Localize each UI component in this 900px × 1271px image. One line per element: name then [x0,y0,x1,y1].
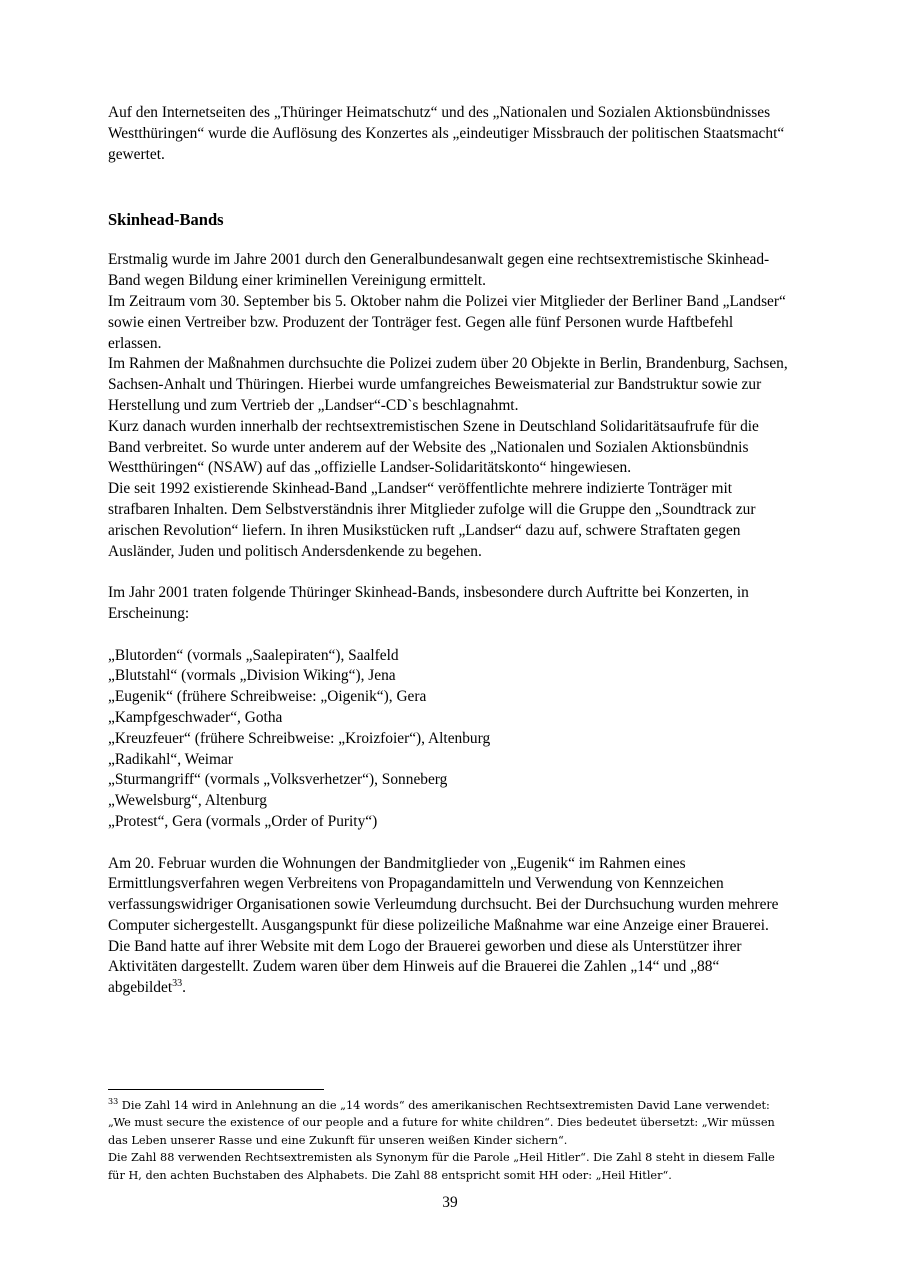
paragraph-search-eugenik: Am 20. Februar wurden die Wohnungen der Bandmitglieder von „Eugenik“ im Rahmen eines Ermittlungsverfahren wegen Verbreitens von Propagandamitteln und Verwendung von Kennzeichen verfassungswidriger Organisationen sowie Verleumdung durchsucht. Bei der Durchsuchung wurden mehrere Computer sichergestellt. Ausgangspunkt für diese polizeiliche Maßnahme war eine Anzeige einer Brauerei. [108,854,779,934]
band-list [108,646,788,833]
footnote-number: 33 [108,1097,119,1107]
brewery-text: Die Band hatte auf ihrer Website mit dem Logo der Brauerei geworben und diese als Unterstützer ihrer Aktivitäten dargestellt. Zudem waren über dem Hinweis auf die Brauerei die Zahlen „14“ und „88“ abgebildet [108,937,742,997]
section-heading: Skinhead-Bands [108,210,224,230]
footnote [108,1097,778,1184]
paragraph-landser: Die seit 1992 existierende Skinhead-Band „Landser“ veröffentlichte mehrere indizierte Tonträger mit strafbaren Inhalten. Dem Selbstverständnis ihrer Mitglieder zufolge will die Gruppe den „Soundtrack zur arischen Revolution“ liefern. In ihren Musikstücken ruft „Landser“ dazu auf, schwere Straftaten gegen Ausländer, Juden und politisch Andersdenkende zu begehen. [108,480,756,560]
list-item: „Sturmangriff“ (vormals „Volksverhetzer“), Sonneberg [108,771,448,789]
list-item: „Kampfgeschwader“, Gotha [108,708,283,726]
paragraph-investigation: Erstmalig wurde im Jahre 2001 durch den Generalbundesanwalt gegen eine rechtsextremistische Skinhead-Band wegen Bildung einer kriminellen Vereinigung ermittelt. [108,251,770,290]
list-item: „Protest“, Gera (vormals „Order of Purity“) [108,812,378,830]
list-item: „Kreuzfeuer“ (frühere Schreibweise: „Kroizfoier“), Altenburg [108,729,491,747]
list-item: „Blutorden“ (vormals „Saalepiraten“), Saalfeld [108,646,399,664]
footnote-divider [108,1089,324,1090]
footnote-reference[interactable]: 33 [172,978,183,990]
paragraph-arrests: Im Zeitraum vom 30. September bis 5. Oktober nahm die Polizei vier Mitglieder der Berliner Band „Landser“ sowie einen Vertreiber bzw. Produzent der Tonträger fest. Gegen alle fünf Personen wurde Haftbefehl erlassen. [108,292,786,352]
paragraph-brewery: Die Band hatte auf ihrer Website mit dem Logo der Brauerei geworben und diese als Unterstützer ihrer Aktivitäten dargestellt. Zudem waren über dem Hinweis auf die Brauerei die Zahlen „14“ und „88“ abgebildet$^{33}$. [108,937,742,997]
list-item: „Wewelsburg“, Altenburg [108,792,267,810]
list-item: „Radikahl“, Weimar [108,750,233,768]
page-body [108,103,788,999]
list-item: „Eugenik“ (frühere Schreibweise: „Oigenik“), Gera [108,688,427,706]
intro-paragraph: Auf den Internetseiten des „Thüringer Heimatschutz“ und des „Nationalen und Sozialen Aktionsbündnisses Westthüringen“ wurde die Auflösung des Konzertes als „eindeutiger Missbrauch der politischen Staatsmacht“ gewertet. [108,104,785,163]
list-item: „Blutstahl“ (vormals „Division Wiking“), Jena [108,667,396,685]
footnote-14: $^{33}$ Die Zahl 14 wird in Anlehnung an die „14 words“ des amerikanischen Rechtsextremisten David Lane verwendet: „We must secure the existence of our people and a future for white children“. Dies bedeutet übersetzt: „Wir müssen das Leben unserer Rasse und eine Zukunft für unseren weißen Kinder sichern“. [108,1097,775,1147]
bands-intro: Im Jahr 2001 traten folgende Thüringer Skinhead-Bands, insbesondere durch Auftritte bei Konzerten, in Erscheinung: [108,584,749,622]
paragraph-solidarity: Kurz danach wurden innerhalb der rechtsextremistischen Szene in Deutschland Solidaritätsaufrufe für die Band verbreitet. So wurde unter anderem auf der Website des „Nationalen und Sozialen Aktionsbündnis Westthüringen“ (NSAW) auf das „offizielle Landser-Solidaritätskonto“ hingewiesen. [108,417,759,477]
page-number: 39 [442,1194,458,1211]
paragraph-searches: Im Rahmen der Maßnahmen durchsuchte die Polizei zudem über 20 Objekte in Berlin, Brandenburg, Sachsen, Sachsen-Anhalt und Thüringen. Hierbei wurde umfangreiches Beweismaterial zur Bandstruktur sowie zur Herstellung und zum Vertrieb der „Landser“-CD`s beschlagnahmt. [108,355,788,414]
footnote-88: Die Zahl 88 verwenden Rechtsextremisten als Synonym für die Parole „Heil Hitler“. Die Zahl 8 steht in diesem Falle für H, den achten Buchstaben des Alphabets. Die Zahl 88 entspricht somit HH oder: „Heil Hitler“. [108,1151,775,1182]
